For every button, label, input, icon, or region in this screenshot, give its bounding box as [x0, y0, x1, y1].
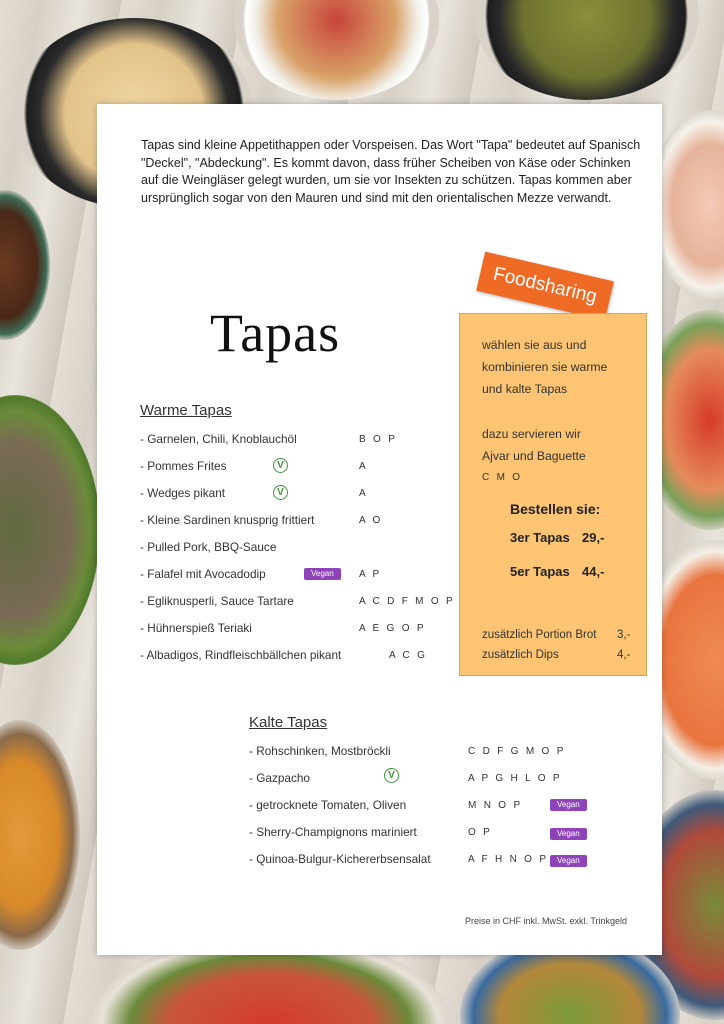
warm-item-3-codes: A	[359, 488, 368, 499]
foodsharing-stamp: Foodsharing	[476, 252, 614, 321]
warm-item-7: - Egliknusperli, Sauce Tartare	[140, 594, 294, 608]
promo-line-5: Ajvar und Baguette	[482, 449, 586, 463]
menu-card	[97, 104, 662, 955]
offer-3er-label: 3er Tapas	[510, 530, 570, 545]
cold-item-1: - Rohschinken, Mostbröckli	[249, 744, 391, 758]
cold-item-3-codes: M N O P	[468, 800, 523, 811]
promo-line-3: und kalte Tapas	[482, 382, 568, 396]
cold-tapas-heading: Kalte Tapas	[249, 714, 328, 731]
vegetarian-icon: V	[273, 458, 288, 473]
warm-item-2: - Pommes Frites	[140, 459, 227, 473]
warm-item-1: - Garnelen, Chili, Knoblauchöl	[140, 432, 297, 446]
vegan-badge: Vegan	[304, 568, 341, 580]
cold-item-3: - getrocknete Tomaten, Oliven	[249, 798, 407, 812]
bowl-olives	[474, 0, 699, 100]
promo-line-1: wählen sie aus und	[482, 338, 587, 352]
extra-bread-price: 3,-	[617, 629, 631, 641]
warm-item-9: - Albadigos, Rindfleischbällchen pikant	[140, 648, 342, 662]
cold-item-4: - Sherry-Champignons mariniert	[249, 825, 417, 839]
page-title: Tapas	[210, 303, 341, 363]
extra-dips-label: zusätzlich Dips	[482, 649, 559, 661]
warm-item-4: - Kleine Sardinen knusprig frittiert	[140, 513, 315, 527]
warm-item-8: - Hühnerspieß Teriaki	[140, 621, 252, 635]
cold-item-2: - Gazpacho	[249, 771, 310, 785]
warm-tapas-heading: Warme Tapas	[140, 402, 232, 419]
cold-item-4-codes: O P	[468, 827, 493, 838]
warm-item-4-codes: A O	[359, 515, 383, 526]
warm-item-8-codes: A E G O P	[359, 623, 426, 634]
offer-3er-price: 29,-	[582, 530, 605, 545]
promo-allergen-codes: C M O	[482, 472, 523, 483]
cold-item-5-codes: A F H N O P	[468, 854, 549, 865]
plate-sardines	[0, 395, 100, 665]
vegan-badge: Vegan	[550, 855, 587, 867]
vegan-badge: Vegan	[550, 828, 587, 840]
warm-item-5: - Pulled Pork, BBQ-Sauce	[140, 540, 277, 554]
warm-item-9-codes: A C G	[389, 650, 428, 661]
promo-line-2: kombinieren sie warme	[482, 360, 608, 374]
extra-bread-label: zusätzlich Portion Brot	[482, 629, 597, 641]
promo-box	[459, 313, 647, 676]
price-note: Preise in CHF inkl. MwSt. exkl. Trinkgeld	[465, 916, 628, 926]
vegetarian-icon: V	[273, 485, 288, 500]
intro-text: Tapas sind kleine Appetithappen oder Vorspeisen. Das Wort "Tapa" bedeutet auf Spanisch "Deckel", "Abdeckung". Es kommt davon, dass früher Scheiben von Käse oder Schinken auf die Weingläser gelegt wurden, um sie vor Insekten zu schützen. Tapas kommen aber ursprünglich sogar von den Mauren und sind mit den orientalischen Mezze verwandt.	[141, 138, 641, 205]
warm-item-1-codes: B O P	[359, 434, 398, 445]
promo-line-4: dazu servieren wir	[482, 427, 581, 441]
warm-item-7-codes: A C D F M O P	[359, 596, 456, 607]
warm-item-3: - Wedges pikant	[140, 486, 226, 500]
warm-item-2-codes: A	[359, 461, 368, 472]
extra-dips-price: 4,-	[617, 649, 631, 661]
order-heading: Bestellen sie:	[510, 501, 601, 517]
vegan-badge: Vegan	[550, 799, 587, 811]
warm-item-6: - Falafel mit Avocadodip	[140, 567, 266, 581]
bowl-stew	[0, 190, 50, 340]
vegetarian-icon: V	[384, 768, 399, 783]
offer-5er-label: 5er Tapas	[510, 564, 570, 579]
warm-item-6-codes: A P	[359, 569, 382, 580]
cold-item-1-codes: C D F G M O P	[468, 746, 566, 757]
cold-item-5: - Quinoa-Bulgur-Kichererbsensalat	[249, 852, 431, 866]
offer-5er-price: 44,-	[582, 564, 605, 579]
bowl-croquettes	[0, 720, 80, 950]
cold-item-2-codes: A P G H L O P	[468, 773, 562, 784]
bowl-salad	[234, 0, 439, 100]
